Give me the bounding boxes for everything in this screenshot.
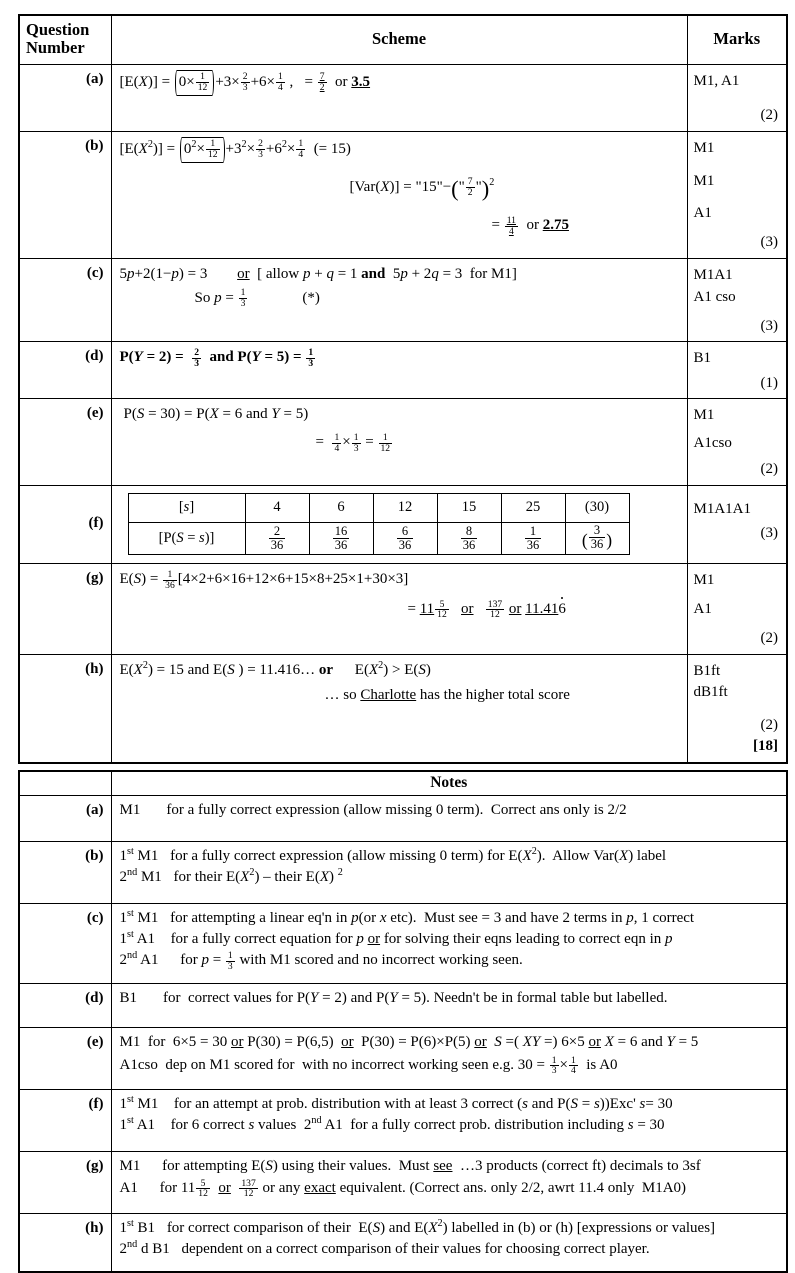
- dist-row-s: [128, 493, 629, 522]
- marks-cell-f: [687, 485, 787, 563]
- scheme-row-h: [19, 654, 787, 763]
- scheme-content-b: [111, 131, 687, 258]
- question-part-label: (h): [19, 654, 111, 763]
- scheme-content-c: [111, 258, 687, 342]
- header-scheme: Scheme: [111, 15, 687, 64]
- marks-cell-d: [687, 342, 787, 399]
- scheme-row-d: [19, 342, 787, 399]
- scheme-line: = $\frac{1}{4}$ × $\frac{1}{3}$ = $\frac{1}{12}$: [315, 431, 391, 454]
- mark-code: A1: [693, 600, 712, 617]
- scheme-line: [E(X)] = 0× $\frac{1}{12}$ +3× $\frac{2}{3}$ +6× $\frac{1}{4}$ , = $\frac{7}{2}$ or 3.5: [120, 70, 681, 96]
- notes-line: 2nd A1 for p = $\frac{1}{3}$ with M1 scored and no incorrect working seen.: [119, 949, 523, 972]
- scheme-content-g: [111, 564, 687, 655]
- mark-subtotal: (2): [760, 630, 778, 647]
- scheme-row-g: [19, 564, 787, 655]
- notes-part-label: (c): [19, 903, 111, 983]
- dist-cell-prob: $\frac{2}{36}$: [245, 522, 309, 554]
- dist-cell-s: 6: [309, 493, 373, 522]
- notes-line: B1 for correct values for P(Y = 2) and P(Y = 5). Needn't be in formal table but labelled.: [119, 989, 668, 1006]
- header-question-number: [19, 15, 111, 64]
- notes-line: 1st A1 for 6 correct s values 2nd A1 for a fully correct prob. distribution including s = 30: [119, 1115, 665, 1134]
- mark-subtotal: (2): [760, 716, 778, 733]
- notes-row-c: [19, 903, 787, 983]
- marks-cell-h: [687, 654, 787, 763]
- question-part-label: (c): [19, 258, 111, 342]
- header-marks: Marks: [687, 15, 787, 64]
- mark-code: A1cso: [693, 434, 732, 451]
- notes-part-label: (h): [19, 1213, 111, 1272]
- notes-header-spacer: [19, 771, 111, 796]
- scheme-line: 5p+2(1−p) = 3 or [ allow p + q = 1 and 5p + 2q = 3 for M1]: [119, 265, 517, 282]
- scheme-line: P(S = 30) = P(X = 6 and Y = 5): [123, 406, 309, 423]
- notes-line: 1st M1 for attempting a linear eq'n in p(or x etc). Must see = 3 and have 2 terms in p, 1 correct: [119, 907, 695, 926]
- notes-content-h: [111, 1213, 787, 1272]
- header-question-number-line2: Number: [26, 38, 85, 58]
- notes-line: 2nd d B1 dependent on a correct comparison of their values for choosing correct player.: [119, 1239, 650, 1258]
- dist-cell-prob: $\frac{16}{36}$: [309, 522, 373, 554]
- question-part-label: (g): [19, 564, 111, 655]
- scheme-content-d: [111, 342, 687, 399]
- notes-content-c: [111, 903, 787, 983]
- dist-cell-s: (30): [565, 493, 629, 522]
- question-part-label: (a): [19, 64, 111, 131]
- dist-cell-prob: $\frac{8}{36}$: [437, 522, 501, 554]
- notes-line: M1 for attempting E(S) using their values. Must see …3 products (correct ft) decimals to 3sf: [119, 1157, 701, 1174]
- scheme-header-row: [19, 15, 787, 64]
- notes-part-label: (d): [19, 983, 111, 1027]
- notes-row-e: [19, 1027, 787, 1089]
- mark-code: M1: [693, 173, 715, 190]
- mark-code: A1 cso: [693, 289, 736, 306]
- notes-row-f: [19, 1089, 787, 1151]
- dist-row-prob: [128, 522, 629, 554]
- scheme-line: $[E(X^2)] = 0^2\times$ $\frac{1}{12}$ $+3^2\times$ $\frac{2}{3}$ $+6^2\times$ $\frac{1}{4}$ (= 15): [120, 137, 681, 163]
- marks-cell-a: [687, 64, 787, 131]
- notes-line: 1st A1 for a fully correct equation for p or for solving their eqns leading to correct eqn in p: [119, 929, 673, 948]
- mark-subtotal: (3): [760, 317, 778, 334]
- dist-cell-s: 12: [373, 493, 437, 522]
- dist-cell-s: 25: [501, 493, 565, 522]
- notes-part-label: (e): [19, 1027, 111, 1089]
- marks-cell-g: [687, 564, 787, 655]
- notes-line: M1 for 6×5 = 30 or P(30) = P(6,5) or P(30) = P(6)×P(5) or S =( XY =) 6×5 or X = 6 and Y = 5: [119, 1033, 699, 1050]
- notes-part-label: (b): [19, 841, 111, 903]
- mark-code: M1: [693, 139, 715, 156]
- notes-line: 1st M1 for a fully correct expression (allow missing 0 term) for $E(X^2)$. Allow Var(X) label: [119, 845, 667, 864]
- mark-subtotal: (2): [760, 107, 778, 124]
- notes-line: 1st B1 for correct comparison of their E(S) and $E(X^2)$ labelled in (b) or (h) [expressions or values]: [119, 1217, 716, 1236]
- question-part-label: (d): [19, 342, 111, 399]
- dist-label-prob: [P(S = s)]: [128, 522, 245, 554]
- scheme-line: $E(X^2) = 15$ and E(S ) = 11.416… or $E(X^2) > E(S)$: [119, 659, 431, 678]
- scheme-line: So p = $\frac{1}{3}$ (*): [194, 287, 320, 309]
- notes-line: 1st M1 for an attempt at prob. distribution with at least 3 correct (s and P(S = s))Exc' s= 30: [119, 1093, 673, 1112]
- scheme-line: = 11 $\frac{5}{12}$ or $\frac{137}{12}$ or 11.416: [407, 598, 566, 621]
- notes-part-label: (g): [19, 1151, 111, 1213]
- mark-subtotal: (2): [760, 461, 778, 478]
- scheme-row-a: [19, 64, 787, 131]
- scheme-line: [Var(X)] = "15"−(" $\frac{7}{2}$ ")$^2$: [349, 175, 495, 201]
- dist-cell-prob: $\frac{6}{36}$: [373, 522, 437, 554]
- mark-code: M1A1: [693, 266, 733, 283]
- scheme-line: E(S) = $\frac{1}{36}$ [4×2+6×16+12×6+15×8+25×1+30×3]: [119, 568, 409, 591]
- notes-row-g: [19, 1151, 787, 1213]
- dist-label-s: [s]: [128, 493, 245, 522]
- scheme-content-a: [111, 64, 687, 131]
- notes-header-label: Notes: [111, 771, 787, 796]
- notes-content-b: [111, 841, 787, 903]
- mark-code: A1: [693, 204, 712, 221]
- mark-code: M1: [693, 407, 715, 424]
- dist-cell-prob: $\frac{1}{36}$: [501, 522, 565, 554]
- scheme-line: = $\frac{11}{4}$ or 2.75: [491, 214, 569, 237]
- mark-code: B1: [693, 350, 712, 367]
- marks-grand-total: [18]: [753, 738, 778, 755]
- notes-content-g: [111, 1151, 787, 1213]
- dist-cell-s: 4: [245, 493, 309, 522]
- notes-part-label: (a): [19, 795, 111, 841]
- notes-row-h: [19, 1213, 787, 1272]
- mark-subtotal: (3): [760, 234, 778, 251]
- scheme-row-b: [19, 131, 787, 258]
- notes-content-a: [111, 795, 787, 841]
- notes-content-d: [111, 983, 787, 1027]
- question-part-label: (e): [19, 399, 111, 486]
- marks-cell-b: [687, 131, 787, 258]
- mark-code: M1A1A1: [693, 500, 752, 517]
- notes-line: M1 for a fully correct expression (allow missing 0 term). Correct ans only is 2/2: [119, 801, 627, 818]
- notes-content-e: [111, 1027, 787, 1089]
- scheme-table: [18, 14, 788, 764]
- marks-cell-c: [687, 258, 787, 342]
- notes-row-d: [19, 983, 787, 1027]
- mark-code: M1, A1: [693, 72, 740, 89]
- scheme-content-h: [111, 654, 687, 763]
- mark-subtotal: (1): [760, 374, 778, 391]
- notes-line: 2nd M1 for their $E(X^2)$ – their E(X) $^2$: [119, 867, 343, 886]
- scheme-line: … so Charlotte has the higher total score: [324, 686, 570, 703]
- notes-line: A1 for 11 $\frac{5}{12}$ or $\frac{137}{12}$ or any exact equivalent. (Correct ans. only 2/2, awrt 11.4 only M1A0): [119, 1177, 687, 1200]
- mark-code: B1ft: [693, 662, 721, 679]
- mark-subtotal: (3): [760, 525, 778, 542]
- notes-table: [18, 770, 788, 1273]
- dist-cell-prob: ( $\frac{3}{36}$ ): [565, 522, 629, 554]
- scheme-row-e: [19, 399, 787, 486]
- scheme-row-c: [19, 258, 787, 342]
- scheme-row-f: [19, 485, 787, 563]
- scheme-content-e: [111, 399, 687, 486]
- probability-distribution-table: [128, 493, 630, 555]
- question-part-label: (b): [19, 131, 111, 258]
- notes-line: A1cso dep on M1 scored for with no incorrect working seen e.g. 30 = $\frac{1}{3}$ × $\frac{1}{4}$ is A0: [119, 1054, 618, 1077]
- notes-row-b: [19, 841, 787, 903]
- header-question-number-line1: Question: [26, 20, 90, 39]
- notes-content-f: [111, 1089, 787, 1151]
- notes-row-a: [19, 795, 787, 841]
- mark-code: M1: [693, 572, 715, 589]
- notes-header-row: [19, 771, 787, 796]
- question-part-label: (f): [19, 485, 111, 563]
- scheme-line: P(Y = 2) = $\frac{2}{3}$ and P(Y = 5) = $\frac{1}{3}$: [119, 346, 314, 369]
- notes-part-label: (f): [19, 1089, 111, 1151]
- mark-code: dB1ft: [693, 684, 728, 701]
- marks-cell-e: [687, 399, 787, 486]
- scheme-content-f: [111, 485, 687, 563]
- dist-cell-s: 15: [437, 493, 501, 522]
